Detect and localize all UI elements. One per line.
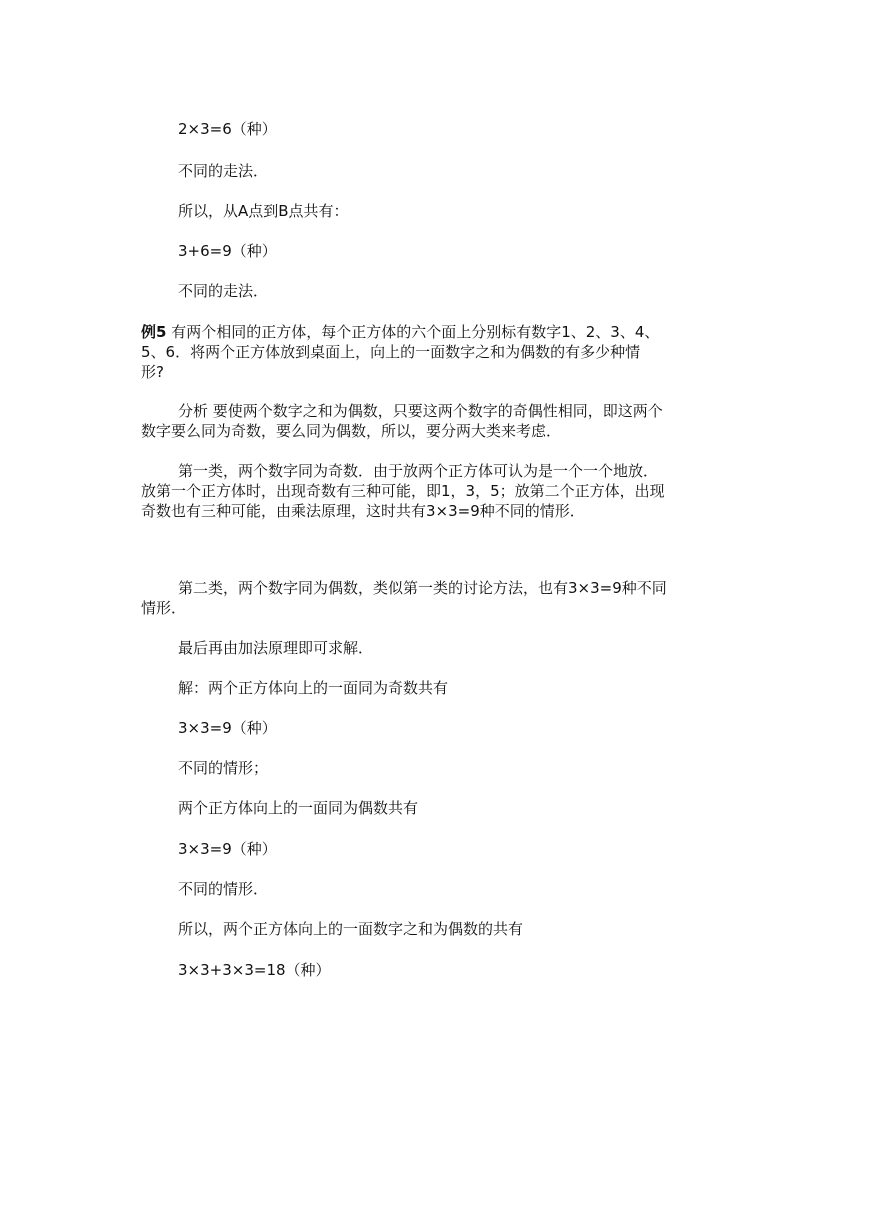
class-two-paragraph: [141, 578, 751, 618]
class-two-line-2: 情形．: [141, 599, 187, 617]
text-line: 最后再由加法原理即可求解．: [178, 639, 374, 657]
example-5-problem: [141, 322, 751, 382]
text-line: 不同的情形．: [178, 880, 269, 898]
equation-line: 3+6=9（种）: [178, 242, 277, 260]
example-text-1: 有两个相同的正方体，每个正方体的六个面上分别标有数字1、2、3、4、: [166, 323, 660, 341]
class-one-paragraph: [141, 461, 751, 521]
equation-line: 3×3=9（种）: [178, 719, 277, 737]
text-line: 所以，从A点到B点共有：: [178, 202, 349, 220]
equation-line: 3×3+3×3=18（种）: [178, 961, 331, 979]
text-line: 两个正方体向上的一面同为偶数共有: [178, 799, 419, 817]
example-line-1: [141, 322, 751, 342]
example-line-3: 形?: [141, 363, 164, 381]
analysis-paragraph: [141, 401, 751, 441]
class-one-line-2: 放第一个正方体时，出现奇数有三种可能，即1，3，5；放第二个正方体，出现: [141, 482, 665, 500]
text-line: 不同的走法．: [178, 282, 269, 300]
text-line: 所以，两个正方体向上的一面数字之和为偶数的共有: [178, 920, 524, 938]
class-one-line-1: 第一类，两个数字同为奇数．由于放两个正方体可认为是一个一个地放．: [178, 462, 659, 480]
class-one-line-3: 奇数也有三种可能，由乘法原理，这时共有3×3=9种不同的情形．: [141, 502, 585, 520]
analysis-line-1: 分析 要使两个数字之和为偶数，只要这两个数字的奇偶性相同，即这两个: [178, 402, 663, 420]
class-two-line-1: 第二类，两个数字同为偶数，类似第一类的讨论方法，也有3×3=9种不同: [178, 579, 667, 597]
example-line-2: 5、6．将两个正方体放到桌面上，向上的一面数字之和为偶数的有多少种情: [141, 343, 641, 361]
equation-line: 2×3=6（种）: [178, 120, 277, 138]
analysis-line-2: 数字要么同为奇数，要么同为偶数，所以，要分两大类来考虑．: [141, 422, 562, 440]
solution-line: 解：两个正方体向上的一面同为奇数共有: [178, 679, 449, 697]
example-label: 例5: [141, 323, 167, 341]
text-line: 不同的情形；: [178, 759, 269, 777]
text-line: 不同的走法．: [178, 162, 269, 180]
equation-line: 3×3=9（种）: [178, 840, 277, 858]
